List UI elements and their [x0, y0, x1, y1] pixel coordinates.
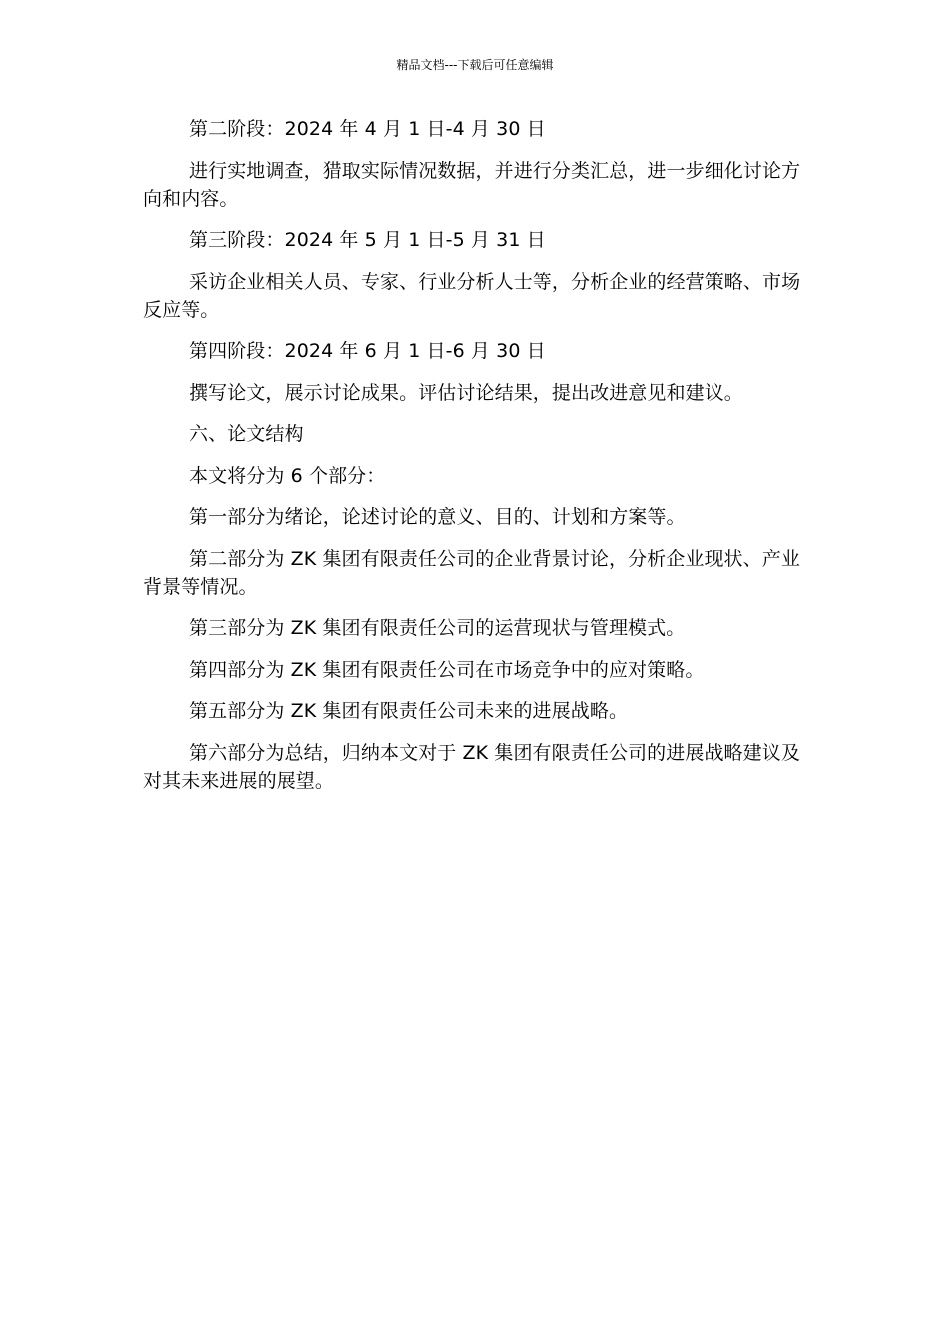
section-heading-structure: 六、论文结构	[189, 423, 304, 445]
paragraph-part-five: 第五部分为 ZK 集团有限责任公司未来的进展战略。	[189, 700, 629, 722]
paragraph-part-one: 第一部分为绪论，论述讨论的意义、目的、计划和方案等。	[189, 506, 686, 528]
paragraph-stage-two-title: 第二阶段：2024 年 4 月 1 日-4 月 30 日	[189, 118, 546, 140]
paragraph-structure-intro: 本文将分为 6 个部分：	[189, 464, 386, 487]
document-body	[143, 115, 811, 808]
paragraph-part-four: 第四部分为 ZK 集团有限责任公司在市场竞争中的应对策略。	[189, 658, 705, 681]
paragraph-stage-four-desc: 撰写论文，展示讨论成果。评估讨论结果，提出改进意见和建议。	[189, 381, 743, 404]
paragraph-part-three: 第三部分为 ZK 集团有限责任公司的运营现状与管理模式。	[189, 617, 686, 639]
paragraph-part-two: 第二部分为 ZK 集团有限责任公司的企业背景讨论，分析企业现状、产业背景等情况。	[143, 547, 800, 598]
page-header: 精品文档---下载后可任意编辑	[396, 58, 554, 72]
paragraph-stage-two-desc: 进行实地调查，猎取实际情况数据，并进行分类汇总，进一步细化讨论方向和内容。	[143, 159, 801, 210]
paragraph-stage-four-title: 第四阶段：2024 年 6 月 1 日-6 月 30 日	[189, 340, 546, 362]
paragraph-stage-three-title: 第三阶段：2024 年 5 月 1 日-5 月 31 日	[189, 229, 546, 251]
paragraph-part-six: 第六部分为总结，归纳本文对于 ZK 集团有限责任公司的进展战略建议及对其未来进展的展望。	[143, 741, 800, 792]
paragraph-stage-three-desc: 采访企业相关人员、专家、行业分析人士等，分析企业的经营策略、市场反应等。	[143, 270, 801, 321]
